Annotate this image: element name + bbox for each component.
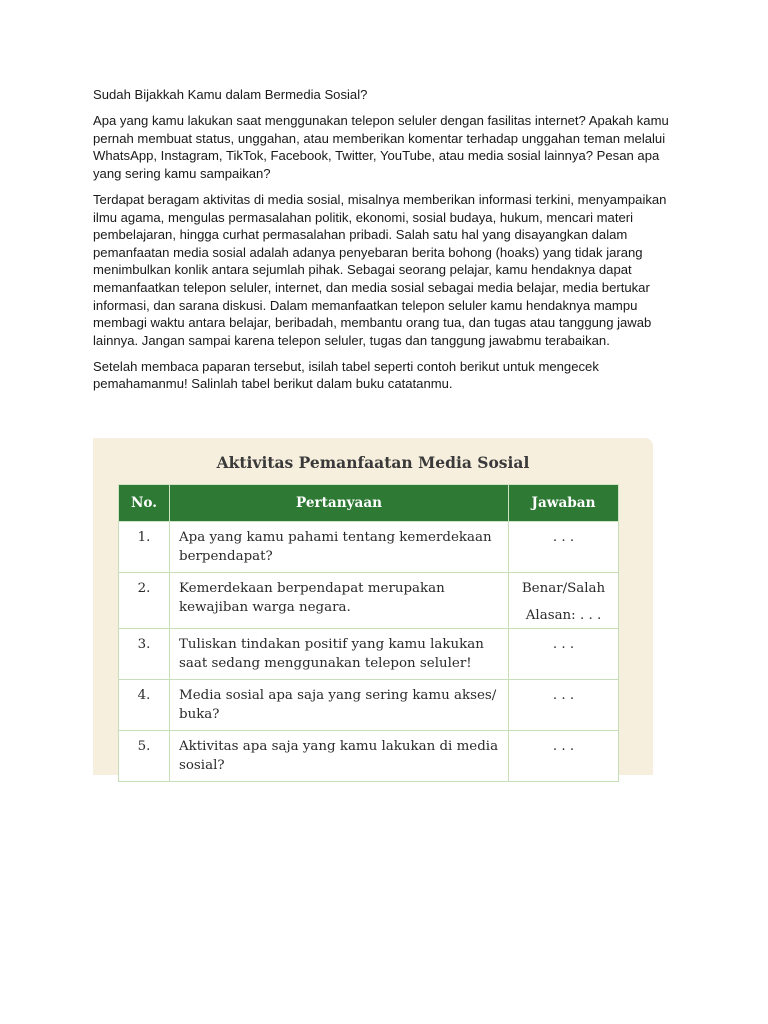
table-header-row [119, 485, 619, 522]
row-question: Apa yang kamu pahami tentang kemerdekaan berpendapat? [170, 522, 509, 573]
activity-table [118, 484, 619, 782]
paragraph-activities: Terdapat beragam aktivitas di media sosial, misalnya memberikan informasi terkini, menyampaikan ilmu agama, mengulas permasalahan politik, ekonomi, sosial budaya, hukum, mencari materi pembelajaran, hingga curhat permasalahan pribadi. Salah satu hal yang disayangkan dalam pemanfaatan media sosial adalah adanya penyebaran berita bohong (hoaks) yang tidak jarang menimbulkan konlik antara sejumlah pihak. Sebagai seorang pelajar, kamu hendaknya dapat memanfaatkan telepon seluler, internet, dan media sosial sebagai media belajar, media bertukar informasi, dan sarana diskusi. Dalam memanfaatkan telepon seluler kamu hendaknya mampu membagi waktu antara belajar, beribadah, membantu orang tua, dan tugas atau tanggung jawab lainnya. Jangan sampai karena telepon seluler, tugas dan tanggung jawabmu terabaikan. [93, 191, 667, 348]
row-number: 4. [119, 680, 170, 731]
row-answer [509, 522, 619, 573]
row-number: 3. [119, 629, 170, 680]
header-question: Pertanyaan [170, 485, 509, 522]
table-row [119, 680, 619, 731]
row-question: Tuliskan tindakan positif yang kamu lakukan saat sedang menggunakan telepon seluler! [170, 629, 509, 680]
row-answer [509, 731, 619, 782]
table-row [119, 731, 619, 782]
answer-reason: Alasan: . . . [525, 608, 602, 623]
paragraph-intro: Apa yang kamu lakukan saat menggunakan telepon seluler dengan fasilitas internet? Apakah kamu pernah membuat status, unggahan, atau memberikan komentar terhadap unggahan teman melalui WhatsApp, Instagram, TikTok, Facebook, Twitter, YouTube, atau media sosial lainnya? Pesan apa yang sering kamu sampaikan? [93, 113, 669, 181]
row-question: Kemerdekaan berpendapat merupakan kewajiban warga negara. [170, 573, 509, 629]
row-answer [509, 680, 619, 731]
header-answer: Jawaban [509, 485, 619, 522]
header-no: No. [119, 485, 170, 522]
row-question: Aktivitas apa saja yang kamu lakukan di media sosial? [170, 731, 509, 782]
document-body [93, 86, 673, 402]
row-answer [509, 629, 619, 680]
figure-title: Aktivitas Pemanfaatan Media Sosial [216, 453, 530, 472]
activity-table-figure [93, 438, 653, 775]
answer-line: . . . [552, 530, 575, 545]
table-row [119, 573, 619, 629]
table-row [119, 629, 619, 680]
answer-line: Benar/Salah [521, 581, 606, 596]
table-row [119, 522, 619, 573]
answer-line: . . . [552, 637, 575, 652]
row-number: 5. [119, 731, 170, 782]
row-number: 2. [119, 573, 170, 629]
paragraph-instruction: Setelah membaca paparan tersebut, isilah tabel seperti contoh berikut untuk mengecek pemahamanmu! Salinlah tabel berikut dalam buku catatanmu. [93, 358, 599, 392]
row-answer [509, 573, 619, 629]
answer-line: . . . [552, 688, 575, 703]
document-title: Sudah Bijakkah Kamu dalam Bermedia Sosial? [93, 87, 368, 102]
row-number: 1. [119, 522, 170, 573]
row-question: Media sosial apa saja yang sering kamu akses/ buka? [170, 680, 509, 731]
answer-line: . . . [552, 739, 575, 754]
